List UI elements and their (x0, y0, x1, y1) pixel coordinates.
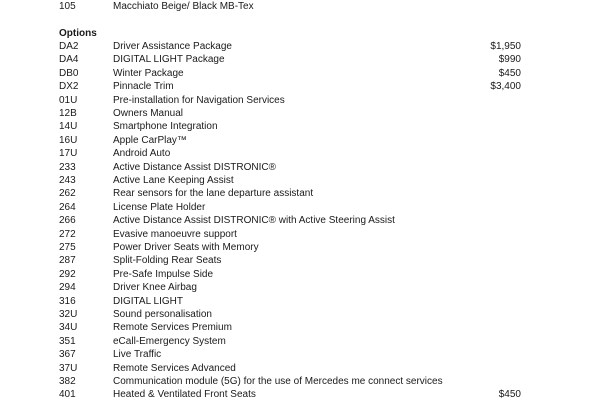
option-code: 01U (59, 94, 78, 106)
option-code: 292 (59, 268, 76, 280)
option-row (0, 308, 600, 321)
option-price: $450 (498, 67, 521, 79)
option-description: eCall-Emergency System (113, 335, 226, 347)
option-code: 16U (59, 134, 78, 146)
option-code: 243 (59, 175, 76, 186)
option-description: Remote Services Advanced (113, 362, 236, 374)
option-row (0, 254, 600, 267)
option-row (0, 375, 600, 388)
option-description: Pre-Safe Impulse Side (113, 268, 214, 280)
option-description: Owners Manual (113, 108, 184, 119)
option-price: $1,950 (490, 41, 521, 52)
option-description: Live Traffic (113, 349, 162, 361)
option-row (0, 228, 600, 241)
option-description: Power Driver Seats with Memory (113, 242, 259, 253)
option-code: 233 (59, 161, 76, 173)
option-description: Communication module (5G) for the use of Mercedes me connect services (113, 376, 443, 387)
option-row (0, 147, 600, 160)
option-row (0, 107, 600, 120)
option-row (0, 161, 600, 174)
option-row (0, 348, 600, 361)
option-code: 287 (59, 255, 76, 267)
option-row (0, 335, 600, 348)
option-code: 266 (59, 215, 76, 227)
option-row (0, 174, 600, 187)
option-row (0, 241, 600, 254)
color-code: 105 (59, 1, 76, 12)
option-row (0, 67, 600, 80)
option-description: Split-Folding Rear Seats (113, 255, 222, 267)
option-row (0, 321, 600, 334)
option-row (0, 201, 600, 214)
option-row (0, 268, 600, 281)
option-description: Active Distance Assist DISTRONIC® (113, 161, 276, 173)
option-description: License Plate Holder (113, 201, 206, 213)
option-row (0, 295, 600, 308)
option-code: 351 (59, 335, 76, 347)
option-code: DA4 (59, 54, 79, 66)
option-row (0, 80, 600, 93)
option-description: Active Lane Keeping Assist (113, 175, 234, 186)
option-code: DA2 (59, 41, 79, 52)
option-code: 12B (59, 108, 77, 119)
option-description: Sound personalisation (113, 309, 212, 320)
option-code: 401 (59, 389, 76, 400)
option-description: Evasive manoeuvre support (113, 228, 237, 240)
option-description: Driver Assistance Package (113, 41, 232, 52)
option-description: Pre-installation for Navigation Services (113, 94, 285, 106)
option-price: $990 (498, 54, 521, 66)
option-row (0, 281, 600, 294)
option-row (0, 94, 600, 107)
option-code: 37U (59, 362, 78, 374)
option-code: 32U (59, 309, 78, 320)
option-code: 382 (59, 376, 76, 387)
option-row (0, 40, 600, 53)
option-price: $450 (498, 389, 521, 400)
option-row (0, 134, 600, 147)
option-code: DB0 (59, 67, 79, 79)
options-heading: Options (59, 28, 97, 39)
option-row (0, 388, 600, 400)
option-price: $3,400 (490, 81, 521, 93)
option-row (0, 53, 600, 66)
option-description: Remote Services Premium (113, 322, 232, 334)
option-code: 316 (59, 295, 76, 307)
option-description: Rear sensors for the lane departure assistant (113, 188, 314, 200)
option-description: Smartphone Integration (113, 121, 218, 133)
option-description: Pinnacle Trim (113, 81, 174, 93)
option-description: DIGITAL LIGHT Package (113, 54, 225, 66)
option-description: Heated & Ventilated Front Seats (113, 389, 256, 400)
option-code: 275 (59, 242, 76, 253)
option-description: Winter Package (113, 67, 184, 79)
option-row (0, 120, 600, 133)
option-row (0, 187, 600, 200)
option-description: DIGITAL LIGHT (113, 295, 184, 307)
option-code: 17U (59, 148, 78, 160)
option-description: Active Distance Assist DISTRONIC® with Active Steering Assist (113, 215, 395, 227)
option-code: 367 (59, 349, 76, 361)
color-description: Macchiato Beige/ Black MB-Tex (113, 1, 254, 12)
option-row (0, 214, 600, 227)
option-code: 294 (59, 282, 76, 294)
color-row (0, 0, 600, 13)
option-row (0, 362, 600, 375)
option-description: Apple CarPlay™ (113, 134, 187, 146)
option-code: 272 (59, 228, 76, 240)
option-description: Driver Knee Airbag (113, 282, 197, 294)
option-code: 262 (59, 188, 76, 200)
option-code: 14U (59, 121, 78, 133)
option-code: 34U (59, 322, 78, 334)
option-description: Android Auto (113, 148, 171, 160)
option-code: 264 (59, 201, 76, 213)
option-code: DX2 (59, 81, 79, 93)
